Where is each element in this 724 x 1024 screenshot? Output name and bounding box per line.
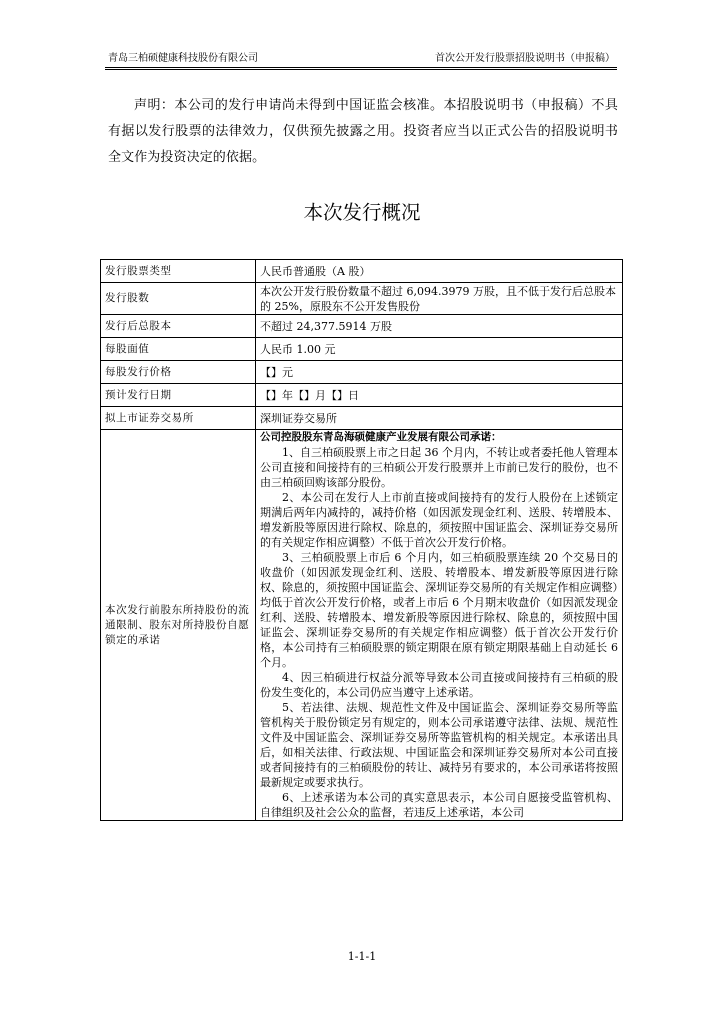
table-row bbox=[101, 260, 623, 283]
table-row bbox=[101, 283, 623, 315]
header-document-title: 首次公开发行股票招股说明书（申报稿） bbox=[435, 53, 615, 64]
table-row bbox=[101, 338, 623, 361]
row-value: 人民币 1.00 元 bbox=[256, 338, 623, 361]
offering-overview-table bbox=[100, 259, 623, 821]
commitment-paragraph: 3、三柏硕股票上市后 6 个月内，如三柏硕股票连续 20 个交易日的收盘价（如因派发现金红利、送股、转增股本、增发新股等原因进行除权、除息的，须按照中国证监会、深圳证券交易所的有关规定作相应调整）均低于首次公开发行价格，或者上市后 6 个月期末收盘价（如因派发现金红利、送股、转增股本、增发新股等原因进行除权、除息的，须按照中国证监会、深圳证券交易所的有关规定作相应调整）低于首次公开发行价格，本公司持有三柏硕股票的锁定期限在原有锁定期限基础上自动延长 6 个月。 bbox=[260, 551, 618, 669]
row-label: 发行股票类型 bbox=[101, 260, 256, 283]
commitment-paragraph: 1、自三柏硕股票上市之日起 36 个月内，不转让或者委托他人管理本公司直接和间接持有的三柏硕公开发行股票并上市前已发行的股份，也不由三柏硕回购该部分股份。 bbox=[260, 446, 618, 489]
page-number: 1-1-1 bbox=[347, 950, 377, 963]
table-row bbox=[101, 407, 623, 430]
commitment-content bbox=[256, 430, 623, 821]
row-label: 发行股数 bbox=[101, 283, 256, 315]
commitment-row bbox=[101, 430, 623, 821]
table-row bbox=[101, 384, 623, 407]
row-label: 预计发行日期 bbox=[101, 384, 256, 407]
table-row bbox=[101, 315, 623, 338]
commitment-lead: 公司控股股东青岛海硕健康产业发展有限公司承诺： bbox=[260, 431, 502, 443]
row-label: 发行后总股本 bbox=[101, 315, 256, 338]
commitment-paragraph: 6、上述承诺为本公司的真实意思表示，本公司自愿接受监管机构、自律组织及社会公众的监督，若违反上述承诺，本公司 bbox=[260, 791, 618, 819]
commitment-paragraph: 2、本公司在发行人上市前直接或间接持有的发行人股份在上述锁定期满后两年内减持的，减持价格（如因派发现金红利、送股、转增股本、增发新股等原因进行除权、除息的，须按照中国证监会、深圳证券交易所的有关规定作相应调整）不低于首次公开发行价格。 bbox=[260, 491, 618, 549]
commitment-label: 本次发行前股东所持股份的流通限制、股东对所持股份自愿锁定的承诺 bbox=[101, 430, 256, 821]
row-value: 【】年【】月【】日 bbox=[256, 384, 623, 407]
section-title: 本次发行概况 bbox=[303, 201, 421, 224]
header-rule bbox=[105, 67, 617, 70]
row-label: 每股面值 bbox=[101, 338, 256, 361]
row-label: 每股发行价格 bbox=[101, 361, 256, 384]
row-value: 不超过 24,377.5914 万股 bbox=[256, 315, 623, 338]
disclaimer-statement: 声明：本公司的发行申请尚未得到中国证监会核准。本招股说明书（申报稿）不具有据以发行股票的法律效力，仅供预先披露之用。投资者应当以正式公告的招股说明书全文作为投资决定的依据。 bbox=[108, 98, 618, 165]
row-label: 拟上市证券交易所 bbox=[101, 407, 256, 430]
header-company-name: 青岛三柏硕健康科技股份有限公司 bbox=[108, 53, 258, 64]
page-header bbox=[105, 52, 617, 66]
commitment-paragraph: 4、因三柏硕进行权益分派等导致本公司直接或间接持有三柏硕的股份发生变化的，本公司仍应当遵守上述承诺。 bbox=[260, 671, 618, 699]
commitment-paragraph: 5、若法律、法规、规范性文件及中国证监会、深圳证券交易所等监管机构关于股份锁定另有规定的，则本公司承诺遵守法律、法规、规范性文件及中国证监会、深圳证券交易所等监管机构的相关规定。本承诺出具后，如相关法律、行政法规、中国证监会和深圳证券交易所对本公司直接或者间接持有的三柏硕股份的转让、减持另有要求的，本公司承诺将按照最新规定或要求执行。 bbox=[260, 701, 618, 789]
row-value: 【】元 bbox=[256, 361, 623, 384]
row-value: 深圳证券交易所 bbox=[256, 407, 623, 430]
table-row bbox=[101, 361, 623, 384]
row-value: 本次公开发行股份数量不超过 6,094.3979 万股，且不低于发行后总股本的 25%，原股东不公开发售股份 bbox=[256, 283, 623, 315]
row-value: 人民币普通股（A 股） bbox=[256, 260, 623, 283]
